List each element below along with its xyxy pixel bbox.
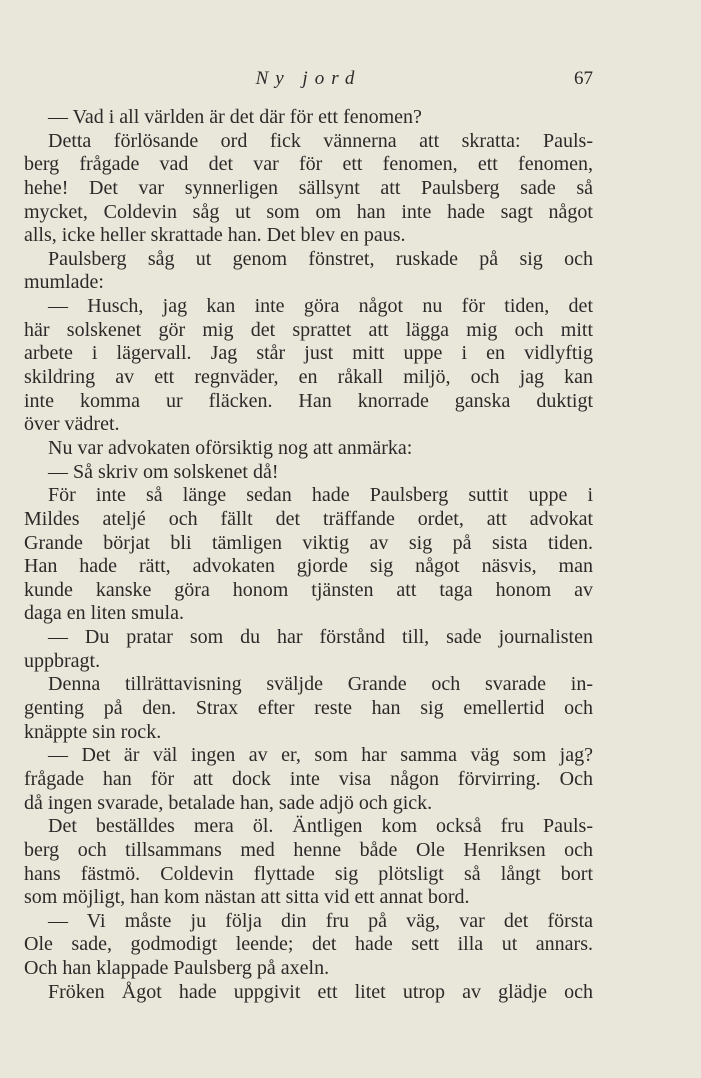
text-line: Nu var advokaten oförsiktig nog att anmärka: — [48, 436, 413, 459]
text-line: Ole sade, godmodigt leende; det hade sett illa ut annars. — [24, 933, 593, 956]
text-line: kunde kanske göra honom tjänsten att taga honom av — [24, 578, 593, 601]
text-line: knäppte sin rock. — [24, 720, 162, 743]
paragraph — [24, 484, 593, 626]
paragraph — [24, 437, 593, 461]
paragraph — [24, 744, 593, 815]
text-line: alls, icke heller skrattade han. Det blev en paus. — [24, 224, 406, 247]
text-line: berg frågade vad det var för ett fenomen, ett fenomen, — [24, 153, 593, 176]
text-line: hans fästmö. Coldevin flyttade sig plötsligt så långt bort — [24, 862, 593, 885]
text-line: som möjligt, han kom nästan att sitta vid ett annat bord. — [24, 886, 470, 909]
paragraph — [24, 248, 593, 295]
paragraph — [24, 461, 593, 485]
text-line: Han hade rätt, advokaten gjorde sig något näsvis, man — [24, 555, 593, 578]
text-line: berg och tillsammans med henne både Ole Henriksen och — [24, 838, 593, 861]
paragraph — [24, 130, 593, 248]
running-title: Ny jord — [255, 68, 362, 89]
page-number: 67 — [574, 68, 593, 89]
text-line: Paulsberg såg ut genom fönstret, ruskade på sig och — [48, 247, 593, 270]
text-line: frågade han för att dock inte visa någon förvirring. Och — [24, 767, 593, 790]
text-line: mycket, Coldevin såg ut som om han inte hade sagt något — [24, 200, 593, 223]
text-line: Mildes ateljé och fällt det träffande ordet, att advokat — [24, 507, 593, 530]
paragraph — [24, 981, 593, 1005]
text-line: För inte så länge sedan hade Paulsberg suttit uppe i — [48, 484, 593, 507]
text-line: arbete i lägervall. Jag står just mitt uppe i en vidlyftig — [24, 342, 593, 365]
text-line: Denna tillrättavisning sväljde Grande och svarade in- — [48, 673, 593, 696]
text-line: här solskenet gör mig det sprattet att lägga mig och mitt — [24, 318, 593, 341]
text-line: Och han klappade Paulsberg på axeln. — [24, 957, 330, 980]
text-line: hehe! Det var synnerligen sällsynt att Paulsberg sade så — [24, 176, 593, 199]
text-line: Detta förlösande ord fick vännerna att skratta: Pauls- — [48, 129, 593, 152]
text-line: uppbragt. — [24, 649, 101, 672]
paragraph — [24, 106, 593, 130]
text-line: då ingen svarade, betalade han, sade adjö och gick. — [24, 791, 433, 814]
text-line: Fröken Ågot hade uppgivit ett litet utrop av glädje och — [48, 980, 593, 1003]
text-line: skildring av ett regnväder, en råkall miljö, och jag kan — [24, 366, 593, 389]
page-body-text — [24, 106, 593, 1004]
text-line: över vädret. — [24, 413, 120, 436]
text-line: mumlade: — [24, 271, 104, 294]
paragraph — [24, 673, 593, 744]
text-line: daga en liten smula. — [24, 602, 184, 625]
text-line: genting på den. Strax efter reste han sig emellertid och — [24, 697, 593, 720]
paragraph — [24, 815, 593, 910]
text-line: inte komma ur fläcken. Han knorrade ganska duktigt — [24, 389, 593, 412]
paragraph — [24, 295, 593, 437]
text-line: — Så skriv om solskenet då! — [48, 460, 279, 483]
paragraph — [24, 910, 593, 981]
text-line: Grande börjat bli tämligen viktig av sig på sista tiden. — [24, 531, 593, 554]
text-line: — Husch, jag kan inte göra något nu för tiden, det — [48, 295, 593, 318]
running-head — [24, 68, 593, 94]
text-line: — Vi måste ju följa din fru på väg, var det första — [48, 909, 593, 932]
paragraph — [24, 626, 593, 673]
text-line: Det beställdes mera öl. Äntligen kom också fru Pauls- — [48, 815, 593, 838]
text-line: — Det är väl ingen av er, som har samma väg som jag? — [48, 744, 593, 767]
text-line: — Vad i all världen är det där för ett fenomen? — [48, 106, 422, 128]
text-line: — Du pratar som du har förstånd till, sade journalisten — [48, 626, 593, 649]
